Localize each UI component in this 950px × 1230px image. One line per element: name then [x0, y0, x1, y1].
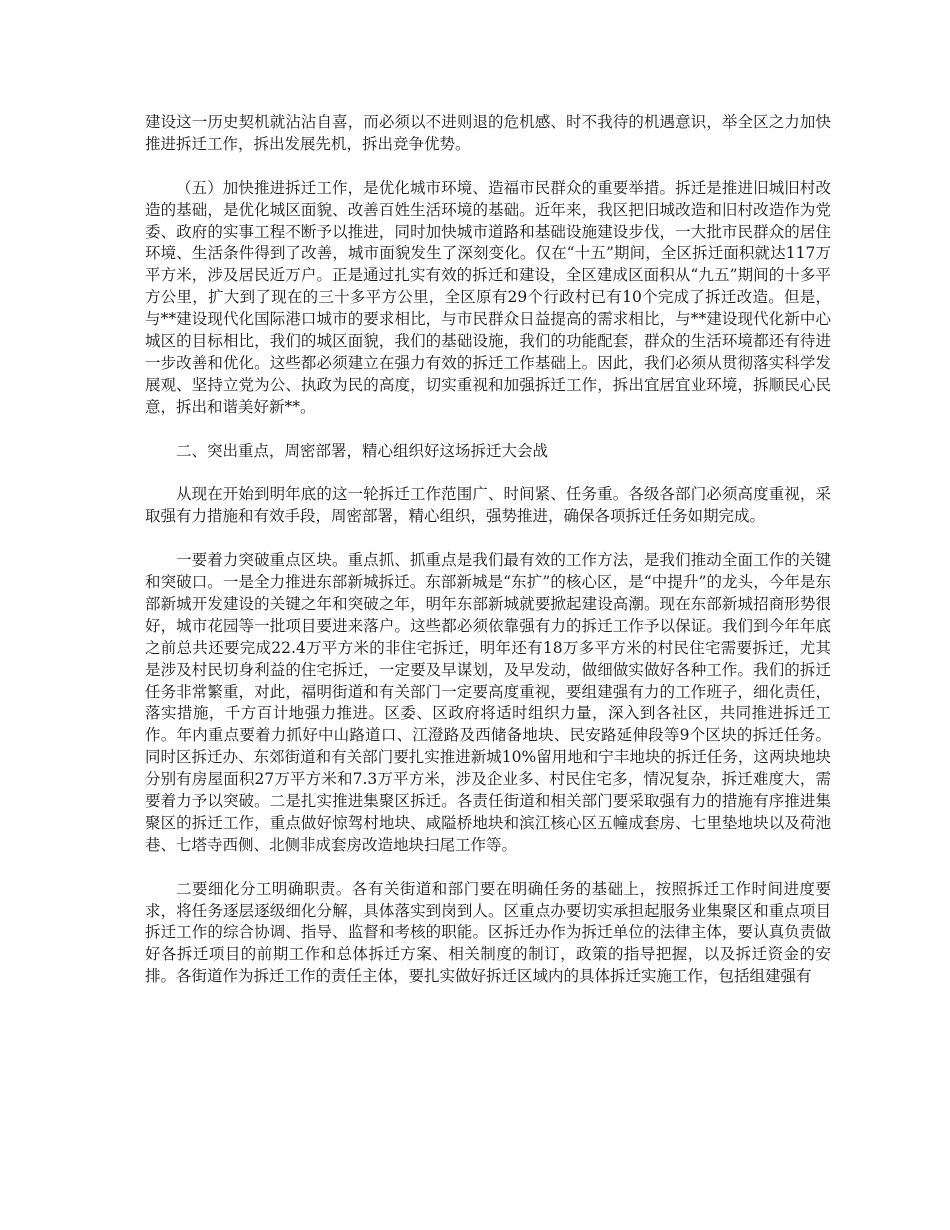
document-body	[145, 112, 831, 1010]
paragraph-responsibilities: 二要细化分工明确职责。各有关街道和部门要在明确任务的基础上，按照拆迁工作时间进度要求，将任务逐层逐级细化分解，具体落实到岗到人。区重点办要切实承担起服务业集聚区和重点项目拆迁工作的综合协调、指导、监督和考核的职能。区拆迁办作为拆迁单位的法律主体，要认真负责做好各拆迁项目的前期工作和总体拆迁方案、相关制度的制订，政策的指导把握，以及拆迁资金的安排。各街道作为拆迁工作的责任主体，要扎实做好拆迁区域内的具体拆迁实施工作，包括组建强有	[145, 879, 831, 986]
paragraph-key-blocks: 一要着力突破重点区块。重点抓、抓重点是我们最有效的工作方法，是我们推动全面工作的关键和突破口。一是全力推进东部新城拆迁。东部新城是“东扩”的核心区，是“中提升”的龙头，今年是东部新城开发建设的关键之年和突破之年，明年东部新城就要掀起建设高潮。现在东部新城招商形势很好，城市花园等一批项目要进来落户。这些都必须依靠强有力的拆迁工作予以保证。我们到今年年底之前总共还要完成22.4万平方米的非住宅拆迁，明年还有18万多平方米的村民住宅需要拆迁，尤其是涉及村民切身利益的住宅拆迁，一定要及早谋划，及早发动，做细做实做好各种工作。我们的拆迁任务非常繁重，对此，福明街道和有关部门一定要高度重视，要组建强有力的工作班子，细化责任，落实措施，千方百计地强力推进。区委、区政府将适时组织力量，深入到各社区，共同推进拆迁工作。年内重点要着力抓好中山路道口、江澄路及西储备地块、民安路延伸段等9个区块的拆迁任务。同时区拆迁办、东郊街道和有关部门要扎实推进新城10%留用地和宁丰地块的拆迁任务，这两块地块分别有房屋面积27万平方米和7.3万平方米，涉及企业多、村民住宅多，情况复杂，拆迁难度大，需要着力予以突破。二是扎实推进集聚区拆迁。各责任街道和相关部门要采取强有力的措施有序推进集聚区的拆迁工作，重点做好惊驾村地块、咸隘桥地块和滨江核心区五幢成套房、七里垫地块以及荷池巷、七塔寺西侧、北侧非成套房改造地块扫尾工作等。	[145, 551, 831, 854]
paragraph-section-5: （五）加快推进拆迁工作，是优化城市环境、造福市民群众的重要举措。拆迁是推进旧城旧村改造的基础，是优化城区面貌、改善百姓生活环境的基础。近年来，我区把旧城改造和旧村改造作为党委、政府的实事工程不断予以推进，同时加快城市道路和基础设施建设步伐，一大批市民群众的居住环境、生活条件得到了改善，城市面貌发生了深刻变化。仅在“十五”期间，全区拆迁面积就达117万平方米，涉及居民近万户。正是通过扎实有效的拆迁和建设，全区建成区面积从“九五”期间的十多平方公里，扩大到了现在的三十多平方公里，全区原有29个行政村已有10个完成了拆迁改造。但是，与**建设现代化国际港口城市的要求相比，与市民群众日益提高的需求相比，与**建设现代化新中心城区的目标相比，我们的城区面貌，我们的基础设施，我们的功能配套，群众的生活环境都还有待进一步改善和优化。这些都必须建立在强力有效的拆迁工作基础上。因此，我们必须从贯彻落实科学发展观、坚持立党为公、执政为民的高度，切实重视和加强拆迁工作，拆出宜居宜业环境，拆顺民心民意，拆出和谐美好新**。	[145, 178, 831, 416]
paragraph-intro-continuation: 建设这一历史契机就沾沾自喜，而必须以不进则退的危机感、时不我待的机遇意识，举全区之力加快推进拆迁工作，拆出发展先机，拆出竞争优势。	[145, 113, 831, 153]
paragraph-overview: 从现在开始到明年底的这一轮拆迁工作范围广、时间紧、任务重。各级各部门必须高度重视，采取强有力措施和有效手段，周密部署，精心组织，强势推进，确保各项拆迁任务如期完成。	[145, 485, 831, 526]
section-heading-2: 二、突出重点，周密部署，精心组织好这场拆迁大会战	[176, 441, 549, 460]
